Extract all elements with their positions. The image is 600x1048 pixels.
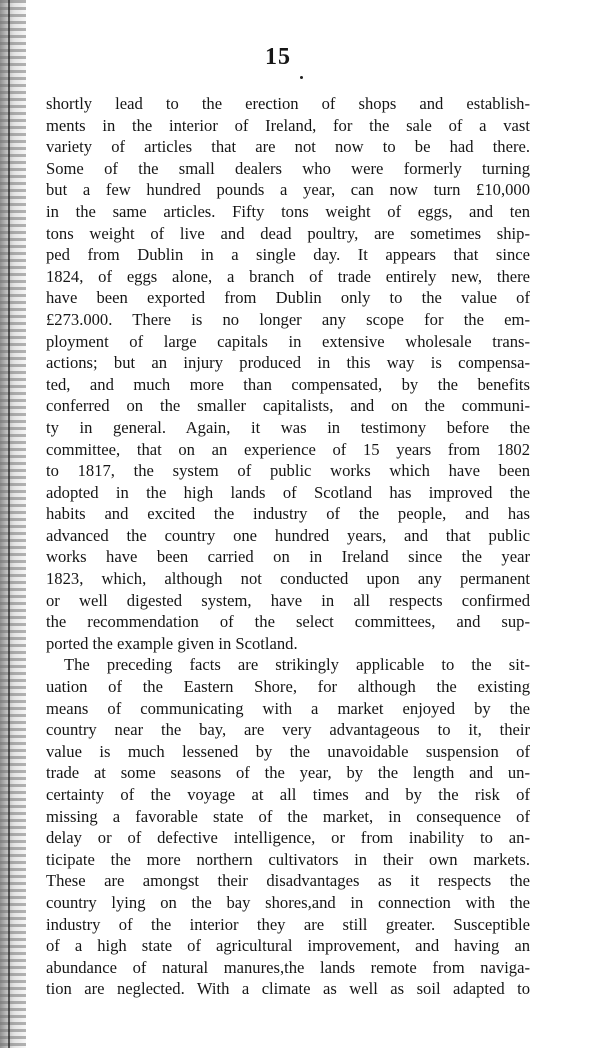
text-line: country lying on the bay shores,and in connection with the bbox=[46, 892, 530, 912]
text-line: ments in the interior of Ireland, for the sale of a vast bbox=[46, 115, 530, 135]
text-line: ped from Dublin in a single day. It appears that since bbox=[46, 245, 530, 265]
text-line: trade at some seasons of the year, by the length and un- bbox=[46, 763, 530, 783]
text-line: or well digested system, have in all respects confirmed bbox=[46, 590, 530, 610]
text-line: to 1817, the system of public works which have been bbox=[46, 461, 530, 481]
text-line: certainty of the voyage at all times and by the risk of bbox=[46, 785, 530, 804]
text-line: 1823, which, although not conducted upon any permanent bbox=[46, 569, 530, 589]
text-line: 1824, of eggs alone, a branch of trade entirely new, there bbox=[46, 266, 530, 286]
text-line: means of communicating with a market enjoyed by the bbox=[46, 698, 530, 718]
text-line: advanced the country one hundred years, and that public bbox=[46, 525, 530, 545]
text-line: have been exported from Dublin only to the value of bbox=[46, 288, 530, 308]
text-line: ted, and much more than compensated, by the benefits bbox=[46, 374, 530, 394]
text-line: actions; but an injury produced in this way is compensa- bbox=[46, 353, 530, 373]
text-line: conferred on the smaller capitalists, and on the communi- bbox=[46, 396, 530, 416]
text-line: uation of the Eastern Shore, for although the existing bbox=[46, 677, 530, 697]
text-line: habits and excited the industry of the people, and has bbox=[46, 504, 530, 524]
ink-speck bbox=[300, 76, 303, 79]
body-text bbox=[46, 93, 530, 1000]
text-line: abundance of natural manures,the lands remote from naviga- bbox=[46, 957, 530, 977]
text-line: industry of the interior they are still greater. Susceptible bbox=[46, 914, 530, 934]
paragraph-2 bbox=[46, 654, 530, 1000]
text-line: tons weight of live and dead poultry, are sometimes ship- bbox=[46, 223, 530, 243]
text-line: delay or of defective intelligence, or from inability to an- bbox=[46, 828, 530, 848]
text-line: missing a favorable state of the market, in consequence of bbox=[46, 806, 530, 826]
text-line: tion are neglected. With a climate as well as soil adapted to bbox=[46, 979, 530, 999]
text-line: works have been carried on in Ireland since the year bbox=[46, 547, 530, 567]
text-line: These are amongst their disadvantages as it respects the bbox=[46, 871, 530, 891]
text-line: ty in general. Again, it was in testimony before the bbox=[46, 417, 530, 437]
text-line: the recommendation of the select committees, and sup- bbox=[46, 612, 530, 632]
text-line: committee, that on an experience of 15 years from 1802 bbox=[46, 439, 530, 459]
text-line: country near the bay, are very advantageous to it, their bbox=[46, 720, 530, 740]
text-line: £273.000. There is no longer any scope for the em- bbox=[46, 309, 530, 329]
text-line: ported the example given in Scotland. bbox=[46, 633, 298, 653]
text-line: in the same articles. Fifty tons weight of eggs, and ten bbox=[46, 201, 530, 221]
paragraph-1 bbox=[46, 93, 530, 654]
text-line: adopted in the high lands of Scotland has improved the bbox=[46, 482, 530, 502]
text-line: shortly lead to the erection of shops and establish- bbox=[46, 94, 530, 113]
page-number: 15 bbox=[265, 44, 291, 70]
text-line: but a few hundred pounds a year, can now turn £10,000 bbox=[46, 180, 530, 200]
text-line: ticipate the more northern cultivators in their own markets. bbox=[46, 849, 530, 869]
page-binding-line bbox=[8, 0, 10, 1048]
text-line: variety of articles that are not now to be had there. bbox=[46, 137, 530, 157]
text-line: The preceding facts are strikingly applicable to the sit- bbox=[64, 655, 530, 675]
text-line: of a high state of agricultural improvement, and having an bbox=[46, 936, 530, 956]
text-line: Some of the small dealers who were formerly turning bbox=[46, 158, 530, 178]
text-line: ployment of large capitals in extensive wholesale trans- bbox=[46, 331, 530, 351]
page-binding-edge bbox=[0, 0, 26, 1048]
text-line: value is much lessened by the unavoidable suspension of bbox=[46, 741, 530, 761]
